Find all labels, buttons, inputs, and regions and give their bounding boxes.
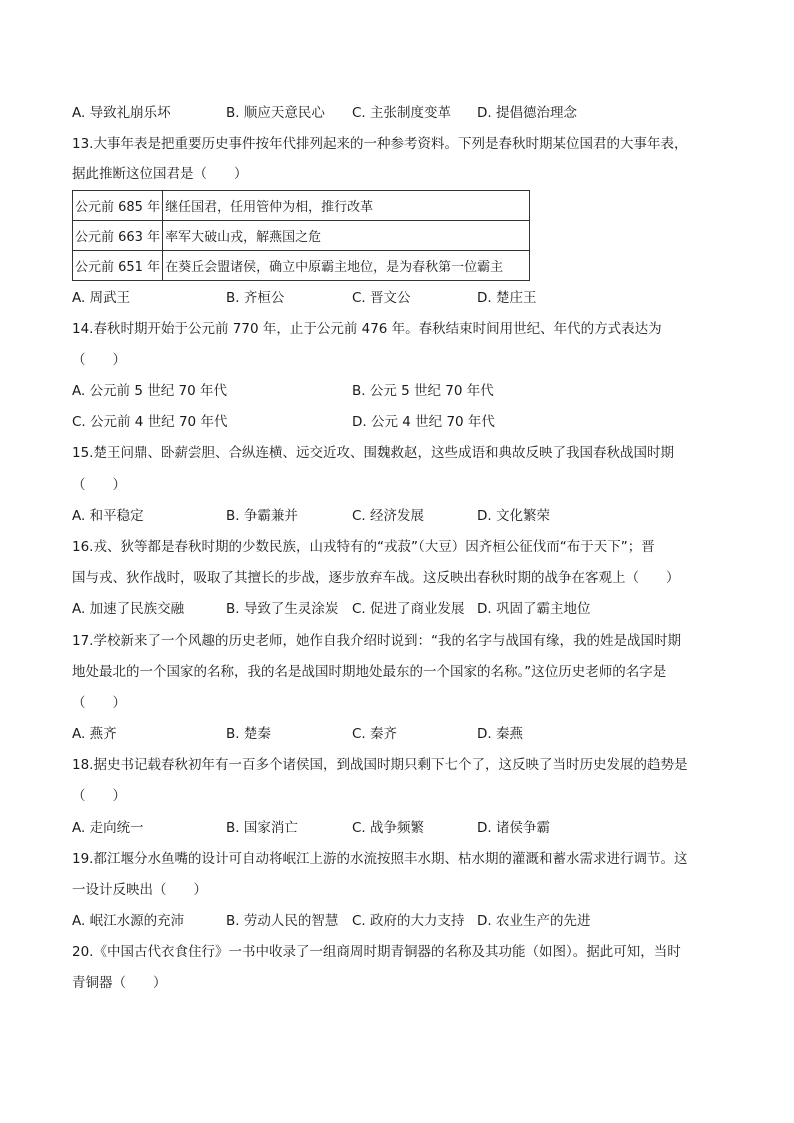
q19-option-c[interactable]: C. 政府的大力支持: [352, 913, 465, 929]
q16-option-c[interactable]: C. 促进了商业发展: [352, 601, 465, 617]
q13-stem-cont: 据此推断这位国君是（ ）: [72, 166, 248, 182]
q20-stem-cont: 青铜器（ ）: [72, 975, 167, 991]
q18-option-d[interactable]: D. 诸侯争霸: [477, 820, 550, 836]
q12-option-a[interactable]: A. 导致礼崩乐坏: [72, 105, 171, 121]
event-year: 公元前 663 年: [73, 221, 163, 251]
q18-option-c[interactable]: C. 战争频繁: [352, 820, 425, 836]
q14-option-a[interactable]: A. 公元前 5 世纪 70 年代: [72, 383, 228, 399]
q16-option-d[interactable]: D. 巩固了霸主地位: [477, 601, 591, 617]
q18-stem: 18.据史书记载春秋初年有一百多个诸侯国，到战国时期只剩下七个了，这反映了当时历史发展的趋势是: [72, 757, 688, 773]
q17-stem: 17.学校新来了一个风趣的历史老师，她作自我介绍时说到：“我的名字与战国有缘，我的姓是战国时期: [72, 633, 681, 649]
q19-option-b[interactable]: B. 劳动人民的智慧: [226, 913, 339, 929]
q13-option-c[interactable]: C. 晋文公: [352, 290, 411, 306]
q16-option-a[interactable]: A. 加速了民族交融: [72, 601, 185, 617]
q19-stem-cont: 一设计反映出（ ）: [72, 882, 207, 898]
q16-option-b[interactable]: B. 导致了生灵涂炭: [226, 601, 339, 617]
q15-option-a[interactable]: A. 和平稳定: [72, 508, 144, 524]
q20-stem: 20.《中国古代衣食住行》一书中收录了一组商周时期青铜器的名称及其功能（如图）。据此可知，当时: [72, 944, 681, 960]
q14-option-d[interactable]: D. 公元 4 世纪 70 年代: [352, 414, 495, 430]
q17-stem-cont2: （ ）: [72, 695, 126, 711]
event-year: 公元前 685 年: [73, 191, 163, 221]
q18-stem-cont: （ ）: [72, 788, 126, 804]
q12-option-d[interactable]: D. 提倡德治理念: [477, 105, 577, 121]
q17-option-d[interactable]: D. 秦燕: [477, 726, 523, 742]
q15-stem-cont: （ ）: [72, 477, 126, 493]
q19-stem: 19.都江堰分水鱼嘴的设计可自动将岷江上游的水流按照丰水期、枯水期的灌溉和蓄水需求进行调节。这: [72, 851, 688, 867]
q18-option-a[interactable]: A. 走向统一: [72, 820, 144, 836]
q16-stem: 16.戎、狄等都是春秋时期的少数民族，山戎特有的“戎菽”（大豆）因齐桓公征伐而“布于天下”；晋: [72, 539, 655, 555]
q16-stem-cont: 国与戎、狄作战时，吸取了其擅长的步战，逐步放弃车战。这反映出春秋时期的战争在客观上（ ）: [72, 570, 680, 586]
q19-option-d[interactable]: D. 农业生产的先进: [477, 913, 591, 929]
q15-option-d[interactable]: D. 文化繁荣: [477, 508, 550, 524]
q17-stem-cont: 地处最北的一个国家的名称，我的名是战国时期地处最东的一个国家的名称。”这位历史老师的名字是: [72, 664, 667, 680]
q17-option-a[interactable]: A. 燕齐: [72, 726, 117, 742]
q13-option-d[interactable]: D. 楚庄王: [477, 290, 537, 306]
q13-stem: 13.大事年表是把重要历史事件按年代排列起来的一种参考资料。下列是春秋时期某位国君的大事年表，: [72, 136, 688, 152]
event-description: 继任国君，任用管仲为相，推行改革: [163, 191, 530, 221]
q17-option-c[interactable]: C. 秦齐: [352, 726, 398, 742]
table-row: [73, 221, 530, 251]
event-description: 在葵丘会盟诸侯，确立中原霸主地位，是为春秋第一位霸主: [163, 251, 530, 281]
event-description: 率军大破山戎，解燕国之危: [163, 221, 530, 251]
table-row: [73, 251, 530, 281]
q17-option-b[interactable]: B. 楚秦: [226, 726, 271, 742]
table-row: [73, 191, 530, 221]
q15-option-b[interactable]: B. 争霸兼并: [226, 508, 298, 524]
q12-option-b[interactable]: B. 顺应天意民心: [226, 105, 325, 121]
q14-stem-cont: （ ）: [72, 352, 126, 368]
event-year: 公元前 651 年: [73, 251, 163, 281]
q18-option-b[interactable]: B. 国家消亡: [226, 820, 298, 836]
q15-stem: 15.楚王问鼎、卧薪尝胆、合纵连横、远交近攻、围魏救赵，这些成语和典故反映了我国春秋战国时期: [72, 445, 674, 461]
q19-option-a[interactable]: A. 岷江水源的充沛: [72, 913, 185, 929]
q13-option-b[interactable]: B. 齐桓公: [226, 290, 285, 306]
q14-stem: 14.春秋时期开始于公元前 770 年，止于公元前 476 年。春秋结束时间用世纪、年代的方式表达为: [72, 321, 662, 337]
q14-option-b[interactable]: B. 公元 5 世纪 70 年代: [352, 383, 494, 399]
q14-option-c[interactable]: C. 公元前 4 世纪 70 年代: [72, 414, 228, 430]
q13-event-table: [72, 190, 530, 281]
q12-option-c[interactable]: C. 主张制度变革: [352, 105, 452, 121]
q13-option-a[interactable]: A. 周武王: [72, 290, 131, 306]
q15-option-c[interactable]: C. 经济发展: [352, 508, 425, 524]
